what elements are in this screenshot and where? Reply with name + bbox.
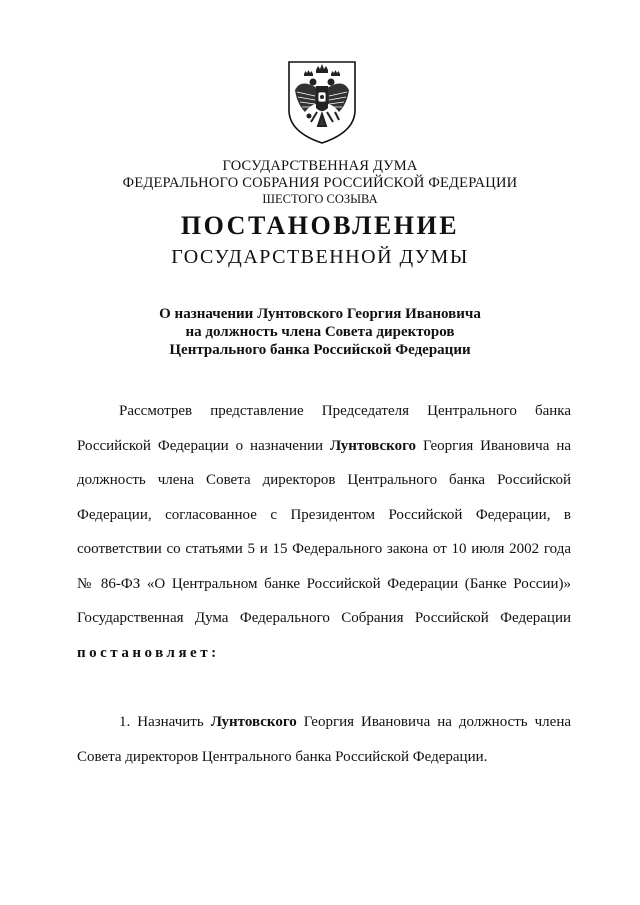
- russian-coat-of-arms-icon: [287, 60, 357, 145]
- body-line-2-text-a: Российской Федерации о назначении: [77, 437, 330, 454]
- subject-line-1: О назначении Лунтовского Георгия Ивановича: [159, 306, 481, 322]
- document-subject: [0, 305, 640, 359]
- document-subtitle: ГОСУДАРСТВЕННОЙ ДУМЫ: [171, 246, 469, 268]
- body-line-3: должность члена Совета директоров Центрального банка Российской: [77, 472, 571, 488]
- body-line-7: Государственная Дума Федерального Собрания Российской Федерации: [77, 610, 571, 626]
- header-line-2: ФЕДЕРАЛЬНОГО СОБРАНИЯ РОССИЙСКОЙ ФЕДЕРАЦИИ: [122, 175, 518, 191]
- resolution-item-1: [77, 705, 571, 774]
- body-line-4: Федерации, согласованное с Президентом Российской Федерации, в: [77, 506, 571, 523]
- resolves-word: постановляет:: [77, 644, 220, 661]
- body-line-1: Рассмотрев представление Председателя Центрального банка: [119, 403, 571, 419]
- body-line-6: № 86-ФЗ «О Центральном банке Российской Федерации (Банке России)»: [77, 575, 571, 592]
- item-1-line-1: [77, 705, 571, 740]
- body-line-2-text-c: Георгия Ивановича на: [416, 437, 571, 454]
- preamble-paragraph: [77, 394, 571, 670]
- issuing-authority: [0, 158, 640, 207]
- item-1-text-c: Георгия Ивановича на должность члена: [296, 714, 572, 730]
- body-line-5: соответствии со статьями 5 и 15 Федерального закона от 10 июля 2002 года: [77, 541, 571, 557]
- appointee-surname: Лунтовского: [329, 437, 417, 454]
- body-line-2: [77, 429, 571, 464]
- item-1-text-a: 1. Назначить: [119, 714, 211, 730]
- subject-line-3: Центрального банка Российской Федерации: [169, 342, 471, 358]
- header-line-1: ГОСУДАРСТВЕННАЯ ДУМА: [222, 158, 418, 174]
- item-1-appointee-surname: Лунтовского: [210, 714, 297, 730]
- item-1-line-2: Совета директоров Центрального банка Российской Федерации.: [77, 748, 488, 765]
- document-title: ПОСТАНОВЛЕНИЕ: [180, 211, 460, 240]
- header-line-3: ШЕСТОГО СОЗЫВА: [262, 192, 378, 206]
- subject-line-2: на должность члена Совета директоров: [185, 324, 455, 340]
